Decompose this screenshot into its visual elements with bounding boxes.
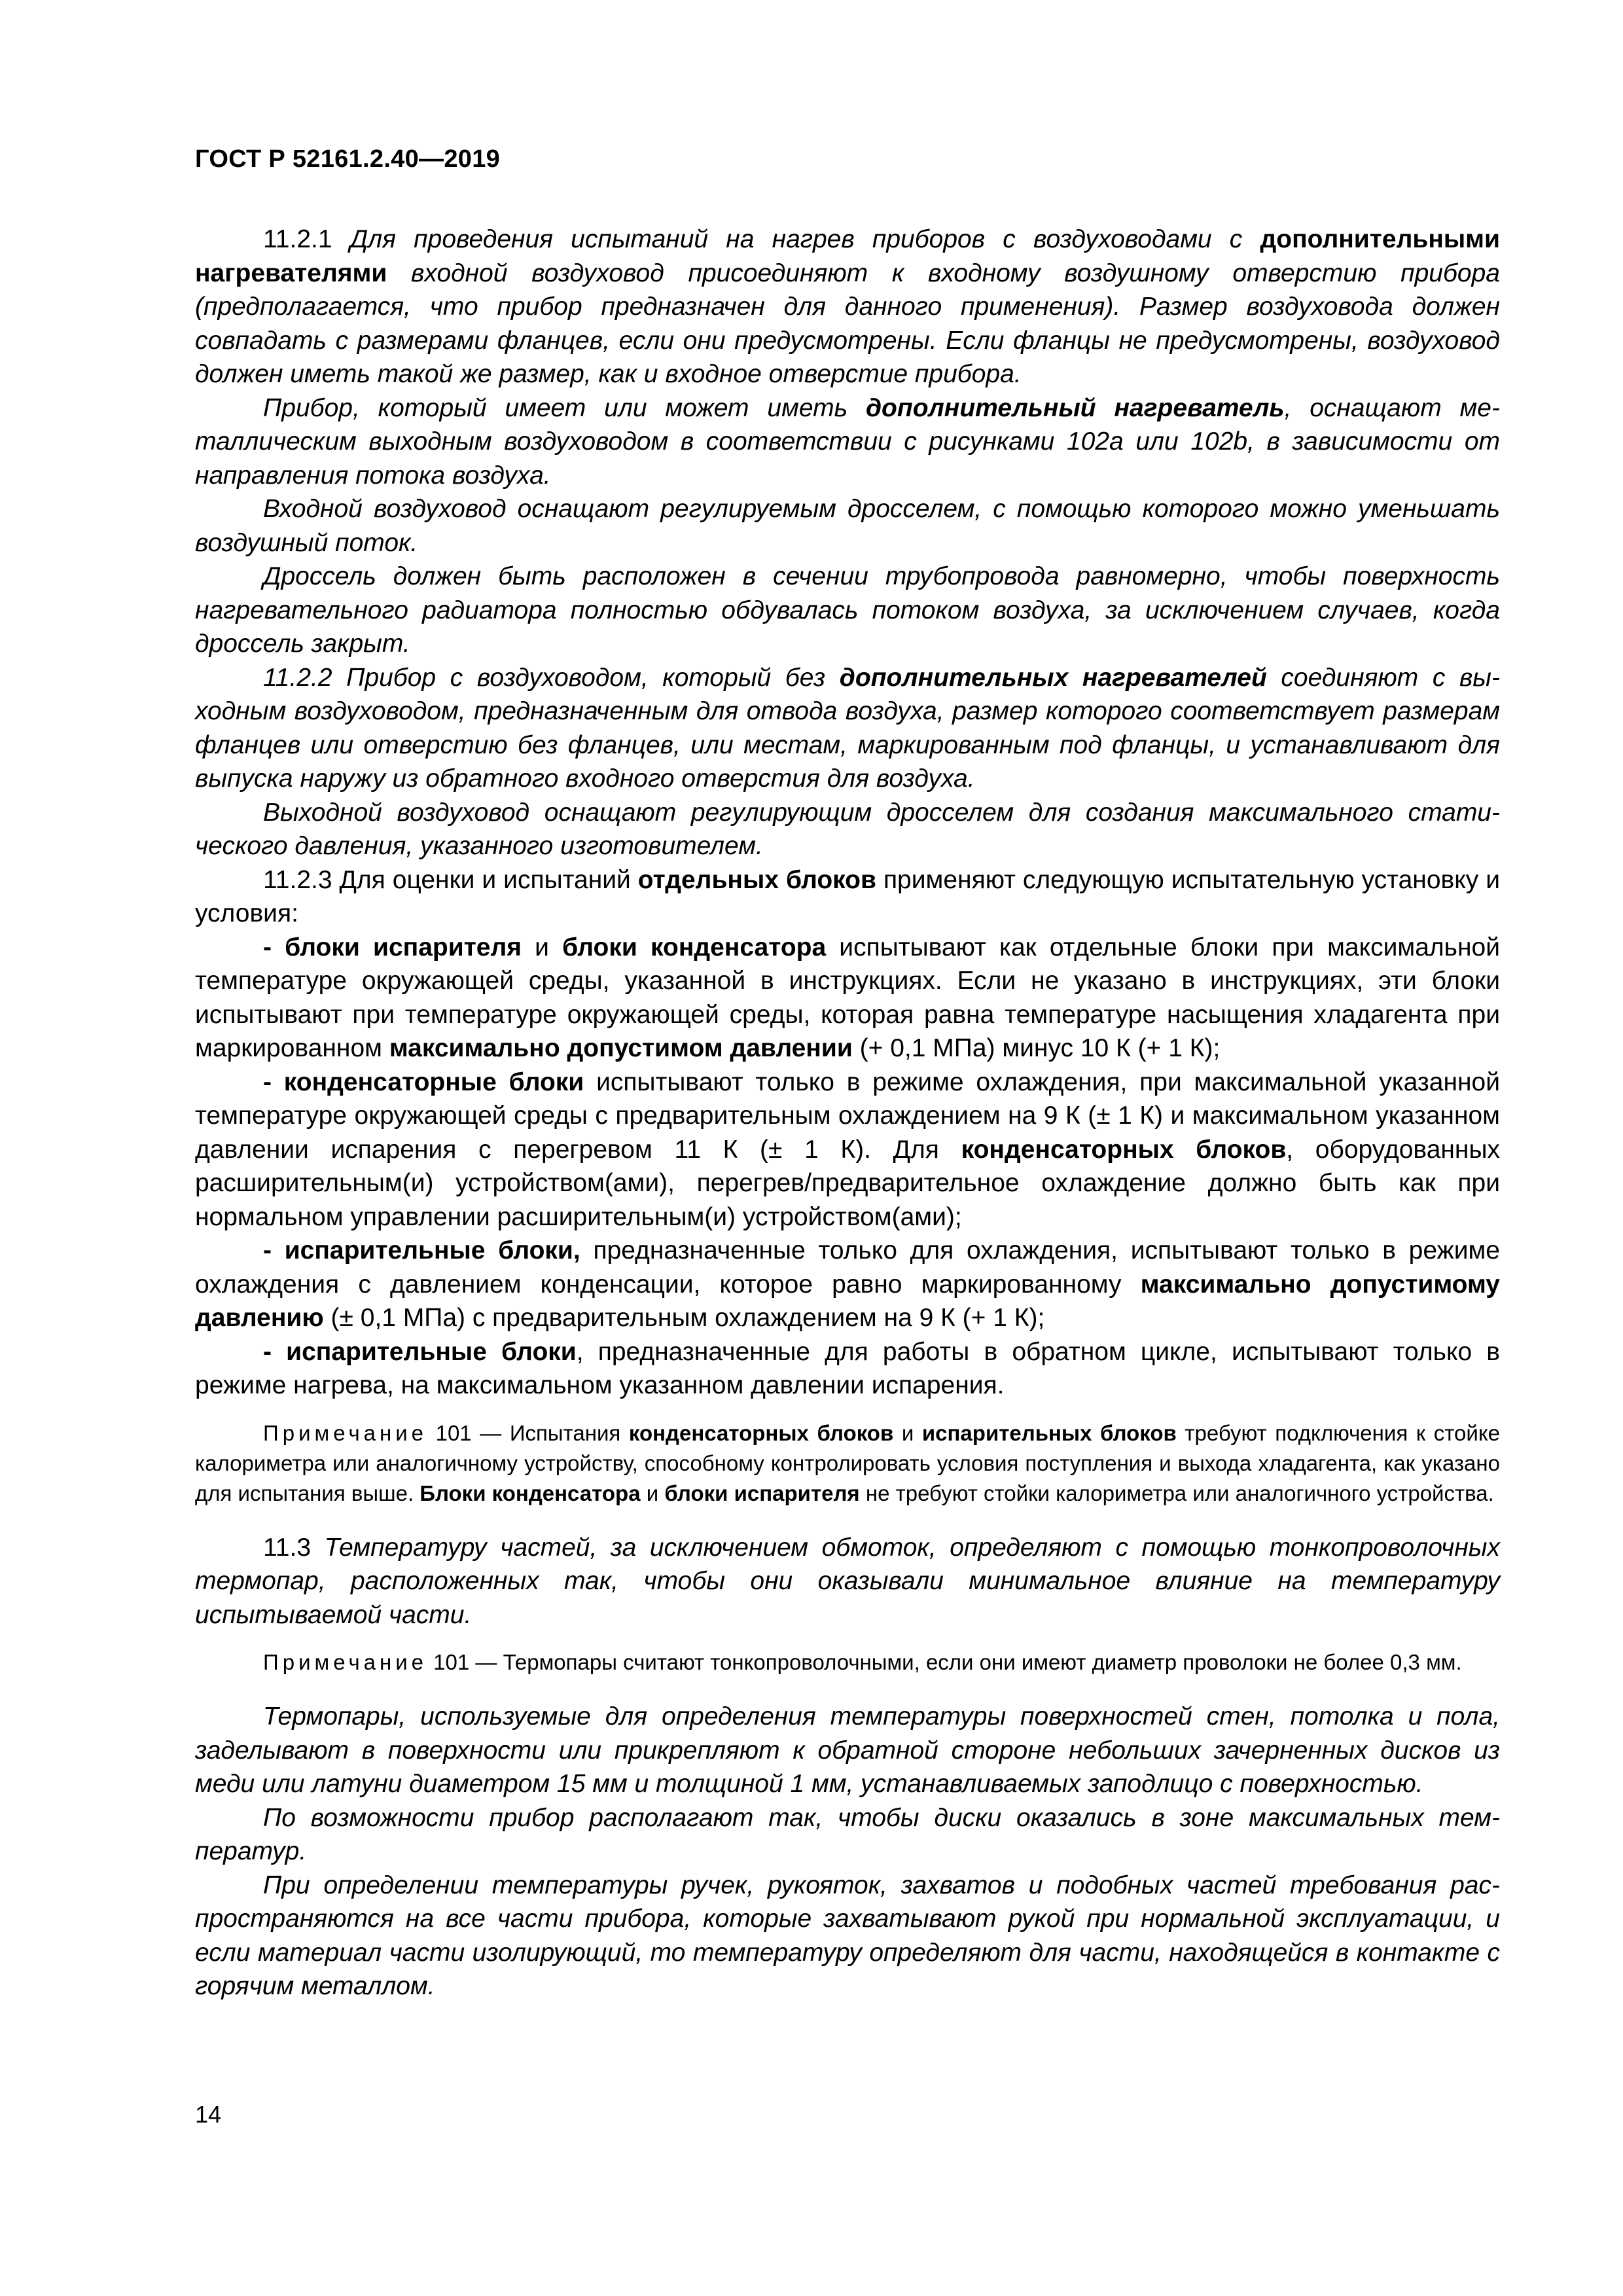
list-item xyxy=(195,1234,1500,1335)
clause-number: 11.3 xyxy=(263,1533,325,1562)
bold-term: - испарительные блоки xyxy=(263,1337,577,1366)
paragraph: Входной воздуховод оснащают регулируемым дросселем, с помощью которого можно уменьшать воздушный поток. xyxy=(195,495,1500,557)
text-run: и xyxy=(522,933,563,961)
document-body xyxy=(195,223,1500,2003)
text-run: Прибор, который имеет или может иметь xyxy=(263,393,866,422)
bold-term: - блоки испарителя xyxy=(263,933,522,961)
document-header: ГОСТ Р 52161.2.40—2019 xyxy=(195,145,501,173)
text-run: 11.2.3 Для оценки и испытаний xyxy=(263,865,638,894)
clause-number: 11.2.1 xyxy=(263,225,350,253)
bold-term: дополнительный нагреватель xyxy=(865,393,1285,422)
note-101-blocks xyxy=(195,1418,1500,1509)
text-run: 101 — Термопары считают тонкопроволочными, если они имеют диаметр проволоки не более 0,3 мм. xyxy=(427,1650,1462,1674)
bold-term: дополнительных нагревателей xyxy=(839,663,1267,692)
note-label: Примечание xyxy=(263,1650,428,1674)
text-run: (+ 0,1 МПа) минус 10 К (+ 1 К); xyxy=(852,1034,1221,1062)
bold-term: конденсаторных блоков xyxy=(628,1420,894,1445)
paragraph: При определении температуры ручек, рукояток, захватов и подобных частей требования распространяются на все части прибора, которые захватывают рукой при нормальной эксплуатации, и если материал части изолирующий, то температуру определяют для части, находящейся в контакте с горячим металлом. xyxy=(195,1871,1500,2000)
bold-term: отдельных блоков xyxy=(637,865,876,894)
text-run: и xyxy=(640,1480,665,1505)
paragraph-11-2-2 xyxy=(195,661,1500,796)
text-run: Температуру частей, за исключением обмоток, определяют с помощью тонкопроволочных термопар, расположенных так, чтобы они оказывали минимальное влияние на температуру испытываемой части. xyxy=(195,1533,1500,1629)
bold-term: - конденсаторные блоки xyxy=(263,1067,584,1096)
text-run: испытывают только в режиме охлаждения, при максимальной указанной температуре окружающей среды с предварительным охлаждением на 9 К (± 1 К) и максимальном указанном давлении испарения с перегревом 11 К (± 1 К). Для xyxy=(195,1067,1500,1164)
text-run: требуют подключения к стойке калориметра или аналогичному устройству, способному контролировать условия поступления и выхода хладагента, как указано для испытания выше. xyxy=(195,1420,1500,1505)
bold-term: дополнительными нагревателями xyxy=(195,225,1501,287)
paragraph-11-2-1 xyxy=(195,223,1500,391)
text-run: , оборудованных расширительным(и) устройством(ами), перегрев/предварительное охлаждение должно быть как при нормальном управлении расширительным(и) устройством(ами); xyxy=(195,1135,1500,1231)
text-run: применяют следующую испытательную установку и условия: xyxy=(195,865,1500,927)
text-run: испытывают как отдельные блоки при максимальной температуре окружающей среды, указанной в инструкциях. Если не указано в инструкциях, эти блоки испытывают при температуре окружающей среды, которая равна температуре насыщения хладагента при маркированном xyxy=(195,933,1500,1062)
bold-term: конденсаторных блоков xyxy=(961,1135,1287,1164)
paragraph: Термопары, используемые для определения температуры поверхностей стен, потолка и пола, заделывают в поверхности или прикрепляют к обратной стороне небольших зачерненных дисков из меди или латуни диаметром 15 мм и толщиной 1 мм, устанавливаемых заподлицо с поверхностью. xyxy=(195,1702,1500,1798)
text-run: , предназначенные для работы в обратном цикле, испытывают только в режиме нагрева, на максимальном указанном давлении испарения. xyxy=(195,1337,1501,1399)
text-run: (± 0,1 МПа) с предварительным охлаждением на 9 К (+ 1 К); xyxy=(323,1304,1045,1332)
bold-term: Блоки конденсатора xyxy=(419,1480,641,1505)
text-run: не требуют стойки калориметра или аналогичного устройства. xyxy=(859,1480,1494,1505)
text-run: 101 — Испытания xyxy=(427,1420,629,1445)
text-run: 11.2.2 Прибор с воздуховодом, который без xyxy=(263,663,840,692)
paragraph xyxy=(195,391,1500,493)
text-run: и xyxy=(893,1420,922,1445)
note-label: Примечание xyxy=(263,1420,428,1445)
bold-term: блоки испарителя xyxy=(664,1480,860,1505)
list-item xyxy=(195,1066,1500,1234)
bold-term: испарительных блоков xyxy=(921,1420,1177,1445)
note-101-thermocouples xyxy=(195,1647,1500,1677)
list-item xyxy=(195,931,1500,1066)
paragraph: Дроссель должен быть расположен в сечении трубопровода равномерно, чтобы поверхность нагревательного радиатора полностью обдувалась потоком воздуха, за исключением случаев, когда дроссель закрыт. xyxy=(195,562,1500,658)
list-item xyxy=(195,1335,1500,1403)
page-number: 14 xyxy=(195,2101,222,2128)
bold-term: - испарительные блоки, xyxy=(263,1236,580,1265)
paragraph-11-3 xyxy=(195,1531,1500,1632)
paragraph: Выходной воздуховод оснащают регулирующим дросселем для создания максимального статического давления, указанного изготовителем. xyxy=(195,798,1500,860)
bold-term: максимально допустимом давлении xyxy=(389,1034,853,1062)
bold-term: блоки конденсатора xyxy=(562,933,827,961)
bold-term: максимально допустимому давлению xyxy=(195,1270,1500,1332)
text-run: соединяют с выходным воздуховодом, предназначенным для отвода воздуха, размер которого соответствует размерам фланцев или отверстию без фланцев, или местам, маркированным под фланцы, и устанавливают для выпуска наружу из обратного входного отверстия для воздуха. xyxy=(195,663,1500,793)
paragraph: По возможности прибор располагают так, чтобы диски оказались в зоне максимальных температур. xyxy=(195,1803,1500,1865)
text-run: входной воздуховод присоединяют к входному воздушному отверстию прибора (предполагается, что прибор предназначен для данного применения). Размер воздуховода должен совпадать с размерами фланцев, если они предусмотрены. Если фланцы не предусмотрены, воздуховод должен иметь такой же размер, как и входное отверстие прибора. xyxy=(195,259,1500,388)
text-run: предназначенные только для охлаждения, испытывают только в режиме охлаждения с давлением конденсации, которое равно маркированному xyxy=(195,1236,1500,1299)
text-run: , оснащают металлическим выходным воздуховодом в соответствии с рисунками 102а или 102b, в зависимости от направления потока воздуха. xyxy=(195,393,1500,490)
paragraph-11-2-3 xyxy=(195,863,1500,931)
text-run: Для проведения испытаний на нагрев приборов с воздуховодами с xyxy=(349,225,1260,253)
